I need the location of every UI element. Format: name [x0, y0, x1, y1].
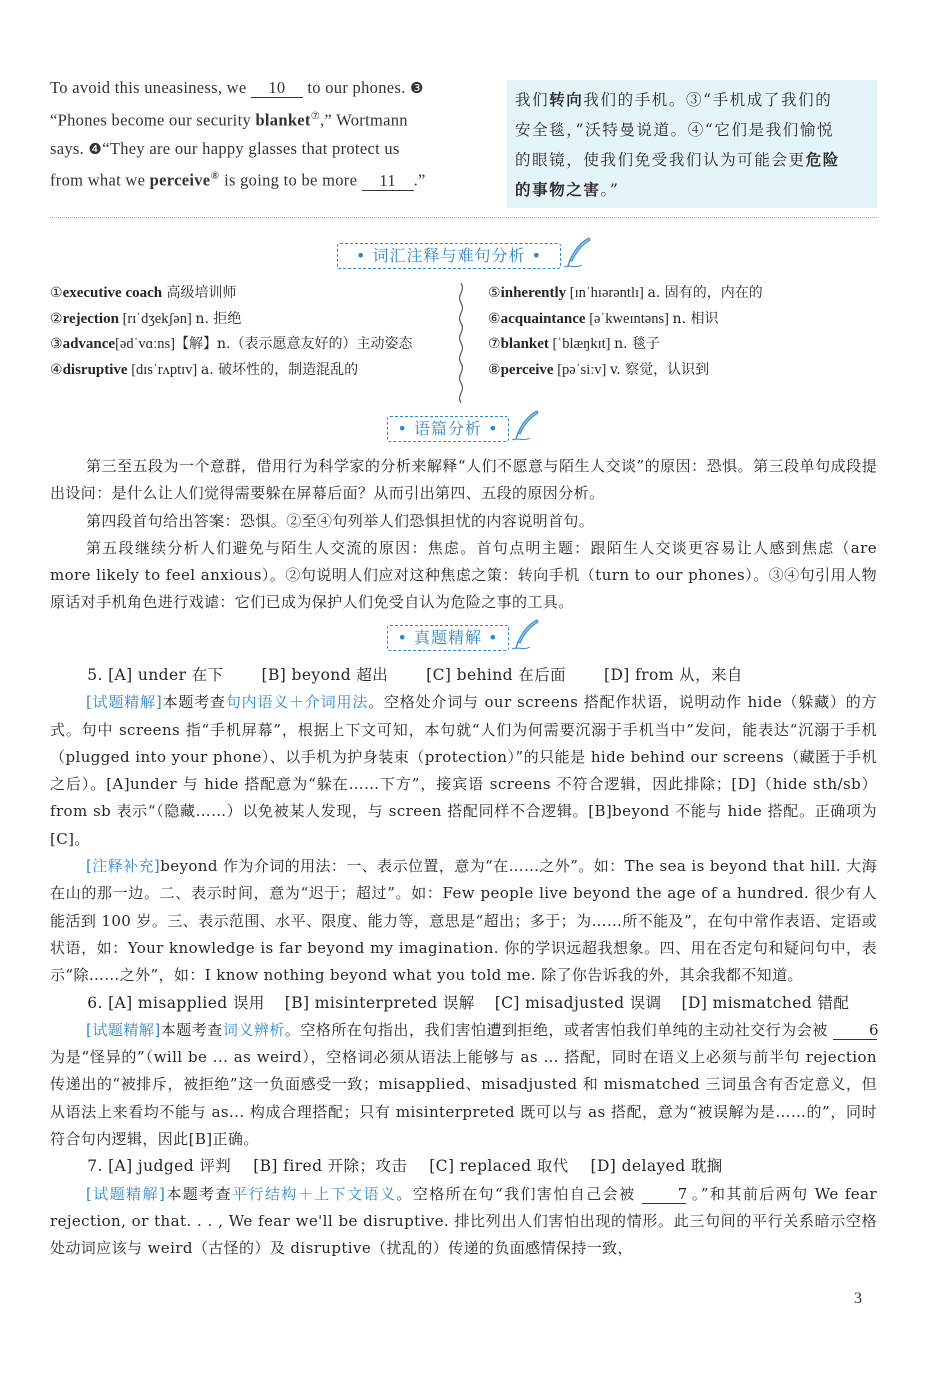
vocab-list-left — [50, 281, 442, 383]
blank-6: 6 — [833, 1021, 877, 1040]
vocab-number: ③ — [50, 336, 63, 352]
vocab-number: ⑥ — [488, 310, 501, 327]
vocab-phonetic: [ˈblæŋkɪt] — [548, 336, 615, 352]
explanation-tag: [试题精解] — [86, 1020, 161, 1039]
translation-line — [515, 85, 869, 115]
text: 安全毯，”沃特曼说道。④“它们是我们愉悦 — [515, 121, 835, 139]
vocab-word: rejection — [62, 310, 119, 327]
option: 5. [A] under 在下 — [87, 666, 224, 684]
text: 本题考查 — [162, 693, 226, 712]
text: 。空格处介词与 our screens 搭配作状语，说明动作 hide（躲藏）的方式。句中 screens 指“手机屏幕”，根据上下文可知，本句就“人们为何需要沉溺于手机当中”发问，能表达“沉溺于手机（plugged into your phone）、以手机为护身装束（protection）”的只能是 hide behind our screens（藏匿于手机之后）。[A]under 与 hide 搭配意为“躲在……下方”，接宾语 screens 不符合逻辑，因此排除；[D]（hide sth/sb）from sb 表示“（隐藏……）以免被某人发现，与 screen 搭配同样不合逻辑。[B]beyond 不能与 hide 搭配。正确项为[C]。 — [50, 693, 877, 848]
option: [B] fired 开除；攻击 — [253, 1157, 408, 1176]
option: [C] misadjusted 误调 — [494, 993, 662, 1012]
vocab-word: blanket — [255, 110, 311, 129]
vocab-word: advance — [62, 336, 116, 352]
vocab-definition: a. 破坏性的，制造混乱的 — [200, 361, 359, 378]
vocab-word: blanket — [500, 336, 549, 352]
vocab-number: ④ — [50, 361, 63, 378]
vocab-definition: n. 毯子 — [614, 336, 661, 352]
vocab-definition: 高级培训师 — [162, 285, 237, 301]
explanation-tag: [试题精解] — [86, 693, 163, 712]
text: 。空格所在句“我们害怕自己会被 — [396, 1184, 642, 1203]
vocab-number: ⑤ — [488, 285, 501, 301]
heading-passage-analysis: • 语篇分析 • — [387, 416, 509, 442]
text: 。” — [600, 181, 620, 199]
note-tag: [注释补充] — [86, 857, 161, 876]
vocab-item — [488, 332, 878, 358]
text: 的眼镜，使我们免受我们认为可能会更 — [515, 151, 806, 169]
vocab-word: executive coach — [62, 285, 163, 301]
emphasis: 的事物之害 — [515, 180, 601, 199]
analysis-paragraph: 第五段继续分析人们避免与陌生人交流的原因：焦虑。首句点明主题：跟陌生人交谈更容易让人感到焦虑（are more likely to feel anxious）。②句说明人们应对这种焦虑之策：转向手机（turn to our phones）。③④句引用人物原话对手机角色进行戏谑：它们已成为保护人们免受自认为危险之事的工具。 — [50, 538, 877, 612]
vocab-definition: a. 固有的，内在的 — [647, 285, 763, 301]
sentence-marker: ❹ — [88, 139, 103, 158]
question-5-options — [50, 662, 877, 689]
vocab-item — [50, 358, 442, 384]
text: ,” Wortmann — [320, 110, 408, 129]
answer-analysis — [50, 662, 877, 1263]
emphasis: 危险 — [805, 150, 840, 169]
divider — [50, 217, 877, 218]
vocab-word: perceive — [149, 170, 211, 190]
vocab-number: ② — [50, 310, 63, 327]
option: [D] from 从，来自 — [604, 666, 743, 684]
text: “They are our happy glasses that protect us — [102, 138, 400, 158]
question-7-options — [50, 1153, 877, 1180]
question-6-options — [50, 990, 877, 1017]
vocab-word: disruptive — [62, 361, 128, 378]
option: [B] beyond 超出 — [261, 666, 389, 684]
text: 为是“怪异的”（will be ... as weird），空格词必须从语法上能够与 as ... 搭配，同时在语义上必须与前半句 rejection 传递出的“被排斥，被拒绝”这一负面感受一致；misapplied、misadjusted 和 mismatched 三词虽含有否定意义，但从语法上来看均不能与 as... 构成合理搭配；只有 misinterpreted 既可以与 as 搭配，意为“被误解为是……的”，同时符合句内逻辑，因此[B]正确。 — [50, 1048, 877, 1149]
question-7-explanation — [50, 1181, 877, 1263]
passage-analysis — [50, 453, 877, 617]
option: [C] replaced 取代 — [429, 1157, 569, 1176]
vocab-list-right — [488, 281, 878, 383]
quill-pen-icon — [563, 236, 593, 270]
english-line — [50, 74, 490, 103]
text: 本题考查 — [165, 1184, 233, 1203]
explanation-tag: [试题精解] — [86, 1184, 166, 1203]
vocab-definition: v. 察觉，认识到 — [609, 361, 710, 378]
option: [D] mismatched 错配 — [681, 993, 850, 1012]
heading-answer-analysis: • 真题精解 • — [387, 625, 509, 651]
footnote-ref: ⑧ — [210, 171, 220, 182]
option: 6. [A] misapplied 误用 — [87, 993, 265, 1012]
analysis-paragraph: 第三至五段为一个意群，借用行为科学家的分析来解释“人们不愿意与陌生人交谈”的原因：恐惧。第三段单句成段提出设问：是什么让人们觉得需要躲在屏幕后面？从而引出第四、五段的原因分析。 — [50, 457, 877, 503]
question-5-note — [50, 853, 877, 989]
vocab-phonetic: [rɪˈdʒekʃən] — [118, 310, 196, 327]
text: beyond 作为介词的用法：一、表示位置，意为“在……之外”。如：The sea is beyond that hill. 大海在山的那一边。二、表示时间，意为“迟于；超过”。如：Few people live beyond the age of a hundred. 很少有人能活到 100 岁。三、表示范围、水平、限度、能力等，意思是“超出；多于；为……所不能及”，在句中常作表语、定语或状语，如：Your knowledge is far beyond my imagination. 你的学识远超我想象。四、用在否定句和疑问句中，表示“除……之外”，如：I know nothing beyond what you told me. 除了你告诉我的外，其余我都不知道。 — [50, 857, 877, 985]
text: to our phones. — [302, 78, 410, 97]
vocab-number: ⑧ — [488, 361, 501, 378]
text: “Phones become our security — [50, 110, 256, 129]
vocab-item — [488, 307, 878, 333]
footnote-ref: ⑦ — [310, 110, 320, 122]
vocab-phonetic: [əˈkweɪntəns] — [585, 310, 673, 327]
text: from what we — [50, 170, 150, 190]
text: To avoid this uneasiness, we — [50, 78, 251, 97]
text: is going to be more — [219, 170, 362, 190]
option: 7. [A] judged 评判 — [87, 1157, 232, 1176]
text: says. — [50, 138, 89, 158]
passage-excerpt-english — [50, 74, 490, 195]
text: .” — [413, 170, 426, 190]
translation-line — [515, 115, 869, 145]
vocab-phonetic: [pəˈsiːv] — [553, 361, 610, 378]
question-6-explanation — [50, 1017, 877, 1153]
translation-box — [507, 80, 877, 208]
blank-10: 10 — [251, 79, 303, 98]
vocab-word: acquaintance — [500, 310, 586, 327]
analysis-paragraph: 第四段首句给出答案：恐惧。②至④句列举人们恐惧担忧的内容说明首句。 — [86, 511, 595, 530]
heading-vocab: • 词汇注释与难句分析 • — [337, 243, 561, 269]
option: [B] misinterpreted 误解 — [284, 993, 475, 1012]
quill-pen-icon — [511, 409, 541, 443]
vocab-item — [488, 358, 878, 384]
topic-highlight: 平行结构＋上下文语义 — [232, 1184, 397, 1203]
blank-7: 7 — [642, 1185, 686, 1204]
english-line — [50, 103, 490, 135]
english-line — [50, 135, 490, 164]
vocab-item — [488, 281, 878, 307]
vocab-item — [50, 281, 442, 307]
text: 。”和其前后两句 We fear rejection, or that. . . , We fear we'll be disruptive. 排比列出人们害怕出现的情形。此三句间的平行关系暗示空格处动词应该与 weird（古怪的）及 disruptive（扰乱的）传递的负面感情保持一致， — [50, 1184, 877, 1258]
vocab-item — [50, 307, 442, 333]
option: [D] delayed 耽搁 — [590, 1157, 723, 1176]
vocab-number: ① — [50, 285, 63, 301]
vocab-phonetic: [dɪsˈrʌptɪv] — [127, 361, 201, 378]
blank-11: 11 — [362, 172, 414, 191]
page-number: 3 — [854, 1290, 862, 1307]
text: 本题考查 — [160, 1020, 223, 1039]
text: 我们的手机。③“手机成了我们的 — [583, 91, 833, 109]
english-line — [50, 163, 490, 195]
wavy-separator — [454, 283, 468, 403]
topic-highlight: 句内语义＋介词用法 — [225, 693, 369, 712]
option: [C] behind 在后面 — [426, 666, 567, 684]
topic-highlight: 词义辨析 — [222, 1020, 285, 1039]
quill-pen-icon — [511, 618, 541, 652]
vocab-definition: 【解】n.（表示愿意友好的）主动姿态 — [175, 336, 413, 352]
translation-line — [515, 175, 869, 205]
sentence-marker: ❸ — [409, 79, 424, 97]
vocab-word: inherently — [500, 285, 567, 301]
text: 。空格所在句指出，我们害怕遭到拒绝，或者害怕我们单纯的主动社交行为会被 — [284, 1020, 833, 1039]
vocab-number: ⑦ — [488, 336, 501, 352]
vocab-definition: n. 相识 — [672, 310, 719, 327]
vocab-phonetic: [ɪnˈhɪərəntlɪ] — [566, 285, 648, 301]
vocab-phonetic: [ədˈvɑːns] — [115, 336, 175, 352]
vocab-definition: n. 拒绝 — [195, 310, 242, 327]
text: 我们 — [515, 91, 550, 109]
vocab-item — [50, 332, 442, 358]
question-5-explanation — [50, 689, 877, 853]
vocab-word: perceive — [500, 361, 554, 378]
emphasis: 转向 — [549, 90, 584, 109]
translation-line — [515, 145, 869, 175]
